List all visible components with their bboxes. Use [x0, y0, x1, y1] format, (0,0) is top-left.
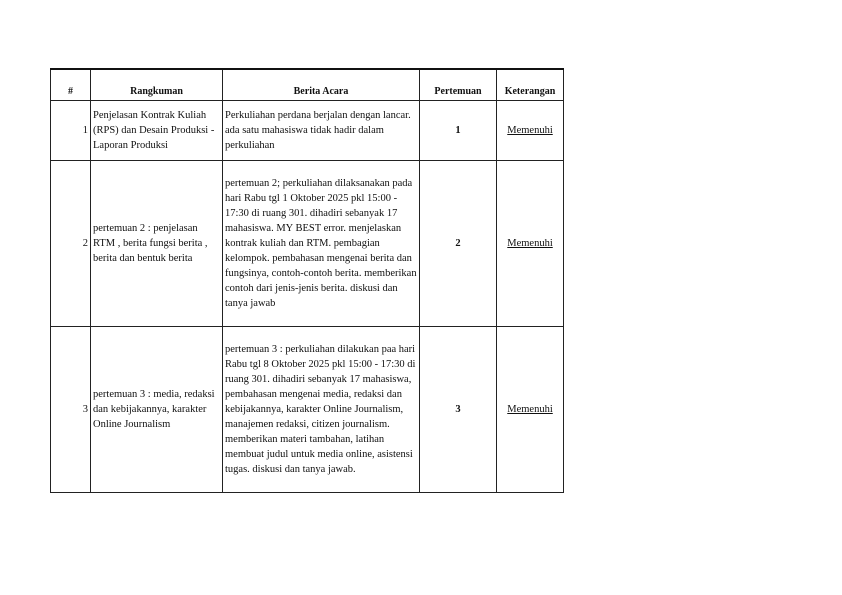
header-keterangan: Keterangan — [497, 69, 564, 100]
table-row — [51, 160, 564, 326]
row-keterangan — [497, 160, 564, 326]
header-number: # — [51, 69, 91, 100]
table-row — [51, 326, 564, 492]
keterangan-status: Memenuhi — [507, 124, 553, 136]
row-rangkuman: pertemuan 3 : media, redaksi dan kebijakannya, karakter Online Journalism — [91, 326, 223, 492]
row-rangkuman: Penjelasan Kontrak Kuliah (RPS) dan Desain Produksi -Laporan Produksi — [91, 100, 223, 160]
row-keterangan — [497, 326, 564, 492]
row-pertemuan: 2 — [420, 160, 497, 326]
row-number: 2 — [51, 160, 91, 326]
row-number: 1 — [51, 100, 91, 160]
row-keterangan — [497, 100, 564, 160]
header-rangkuman: Rangkuman — [91, 69, 223, 100]
header-berita-acara: Berita Acara — [223, 69, 420, 100]
row-berita-acara: pertemuan 3 : perkuliahan dilakukan paa hari Rabu tgl 8 Oktober 2025 pkl 15:00 - 17:30 di ruang 301. dihadiri sebanyak 17 mahasiswa, pembahasan mengenai media, redaksi dan kebijakannya, karakter Online Journalism, manajemen redaksi, citizen journalism. memberikan materi tambahan, latihan membuat judul untuk media online, asistensi tugas. diskusi dan tanya jawab. — [223, 326, 420, 492]
keterangan-status: Memenuhi — [507, 237, 553, 249]
header-pertemuan: Pertemuan — [420, 69, 497, 100]
row-pertemuan: 1 — [420, 100, 497, 160]
row-number: 3 — [51, 326, 91, 492]
row-rangkuman: pertemuan 2 : penjelasan RTM , berita fungsi berita , berita dan bentuk berita — [91, 160, 223, 326]
attendance-report-table — [50, 68, 564, 493]
row-pertemuan: 3 — [420, 326, 497, 492]
keterangan-status: Memenuhi — [507, 403, 553, 415]
row-berita-acara: Perkuliahan perdana berjalan dengan lancar. ada satu mahasiswa tidak hadir dalam perkuliahan — [223, 100, 420, 160]
header-row — [51, 69, 564, 100]
table-row — [51, 100, 564, 160]
row-berita-acara: pertemuan 2; perkuliahan dilaksanakan pada hari Rabu tgl 1 Oktober 2025 pkl 15:00 - 17:30 di ruang 301. dihadiri sebanyak 17 mahasiswa. MY BEST error. menjelaskan kontrak kuliah dan RTM. pembagian kelompok. pembahasan mengenai berita dan fungsinya, contoh-contoh berita. memberikan contoh dari jenis-jenis berita. diskusi dan tanya jawab — [223, 160, 420, 326]
